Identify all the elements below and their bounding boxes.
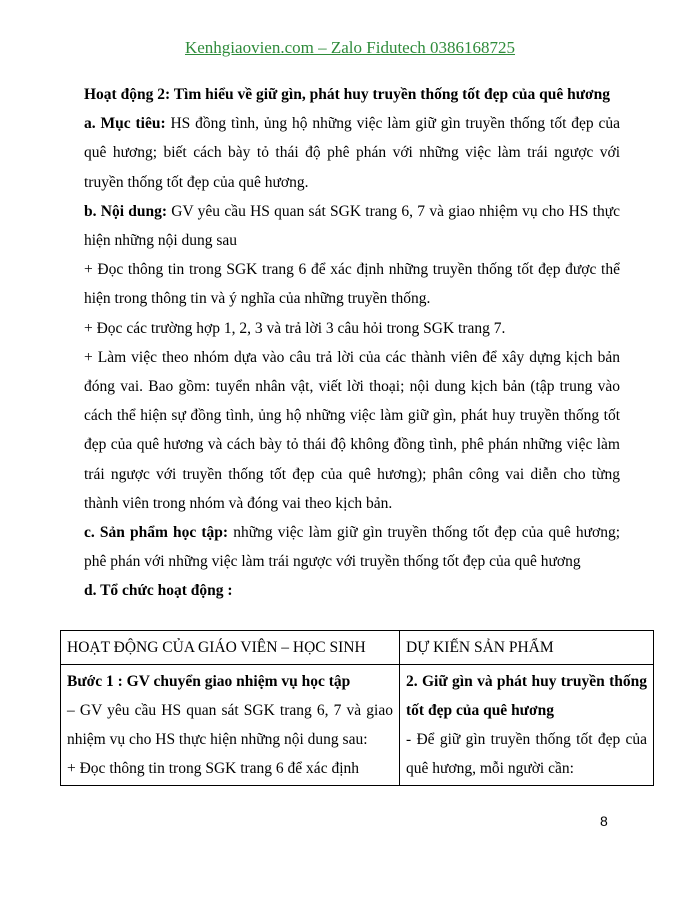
objective-text: HS đồng tình, ủng hộ những việc làm giữ gìn truyền thống tốt đẹp của quê hương; biết cách bày tỏ thái độ phê phán với những việc làm trái ngược với truyền thống tốt đẹp của quê hương. — [84, 115, 621, 191]
activity-table — [60, 630, 654, 786]
table-header-col2: DỰ KIẾN SẢN PHẨM — [400, 631, 654, 665]
header-link[interactable]: Kenhgiaovien.com – Zalo Fidutech 0386168725 — [184, 38, 516, 57]
table-header-row — [61, 631, 654, 665]
teacher-student-cell — [61, 665, 400, 786]
objective-label: a. Mục tiêu: — [84, 115, 166, 133]
step-heading: Bước 1 : GV chuyển giao nhiệm vụ học tập — [67, 673, 351, 690]
content-paragraph — [84, 197, 620, 255]
task-item-2: + Đọc các trường hợp 1, 2, 3 và trả lời 3 câu hỏi trong SGK trang 7. — [84, 319, 506, 337]
organization-label: d. Tổ chức hoạt động : — [84, 582, 233, 600]
product-label: c. Sản phẩm học tập: — [84, 524, 229, 542]
step-line-1: – GV yêu cầu HS quan sát SGK trang 6, 7 và giao nhiệm vụ cho HS thực hiện những nội dung sau: — [67, 702, 393, 748]
product-text-cell: - Để giữ gìn truyền thống tốt đẹp của quê hương, mỗi người cần: — [406, 731, 647, 777]
table-header-col1: HOẠT ĐỘNG CỦA GIÁO VIÊN – HỌC SINH — [61, 631, 400, 665]
task-item-1: + Đọc thông tin trong SGK trang 6 để xác định những truyền thống tốt đẹp được thể hiện trong thông tin và ý nghĩa của những truyền thống. — [84, 261, 620, 308]
product-paragraph — [84, 518, 620, 576]
page-header — [0, 38, 700, 58]
table-row — [61, 665, 654, 786]
product-text: những việc làm giữ gìn truyền thống tốt đẹp của quê hương; phê phán với những việc làm trái ngược với truyền thống tốt đẹp của quê hương — [84, 524, 620, 571]
task-item-3: + Làm việc theo nhóm dựa vào câu trả lời của các thành viên để xây dựng kịch bản đóng vai. Bao gồm: tuyển nhân vật, viết lời thoại; nội dung kịch bản (tập trung vào cách thể hiện sự đồng tình, ủng hộ những việc làm giữ gìn, phát huy truyền thống tốt đẹp của quê hương và cách bày tỏ thái độ không đồng tình, phê phán những việc làm trái ngược với truyền thống tốt đẹp của quê hương); phân công vai diễn cho từng thành viên trong nhóm và đóng vai theo kịch bản. — [84, 348, 620, 512]
product-title: 2. Giữ gìn và phát huy truyền thống tốt đẹp của quê hương — [406, 673, 647, 719]
content-text: GV yêu cầu HS quan sát SGK trang 6, 7 và giao nhiệm vụ cho HS thực hiện những nội dung sau — [84, 202, 620, 250]
step-line-2: + Đọc thông tin trong SGK trang 6 để xác định — [67, 760, 360, 777]
page-number: 8 — [600, 813, 608, 829]
objective-paragraph — [84, 109, 620, 197]
activity-heading: Hoạt động 2: Tìm hiểu về giữ gìn, phát huy truyền thống tốt đẹp của quê hương — [84, 86, 611, 103]
content-label: b. Nội dung: — [84, 202, 168, 220]
document-body — [84, 80, 620, 606]
expected-product-cell — [400, 665, 654, 786]
